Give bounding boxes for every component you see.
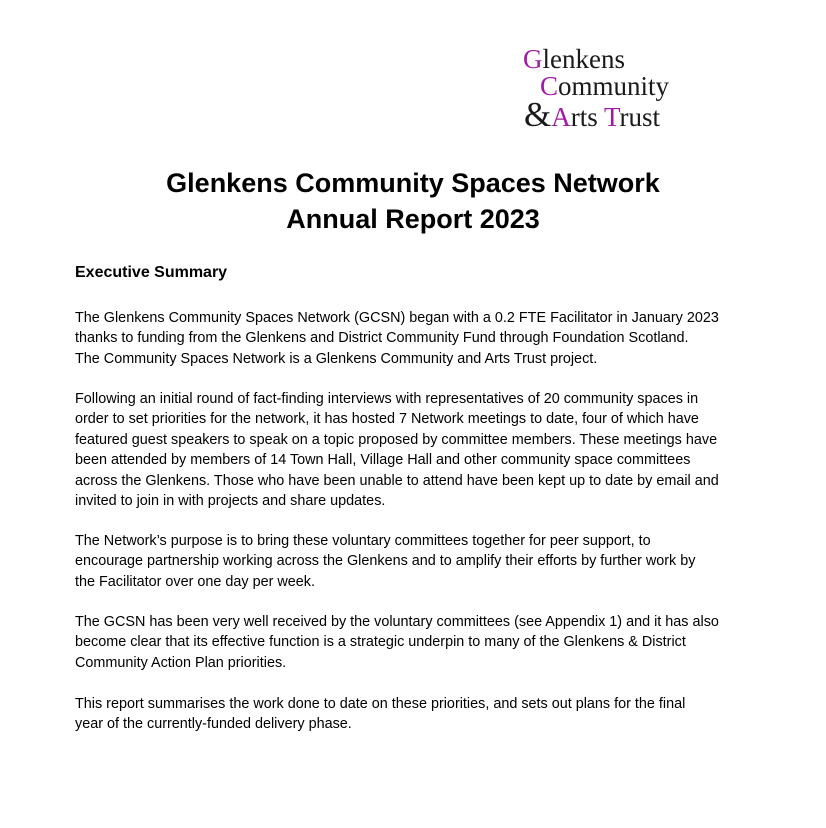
logo-text-community: ommunity xyxy=(558,71,670,101)
report-title xyxy=(0,165,826,237)
logo-text-glenkens: lenkens xyxy=(542,44,625,74)
text-line: invited to join in with projects and share updates. xyxy=(75,493,386,510)
logo-initial-a: A xyxy=(551,102,571,132)
paragraph-purpose xyxy=(75,531,765,592)
paragraph-intro xyxy=(75,308,765,369)
paragraph-meetings xyxy=(75,389,765,511)
text-line: thanks to funding from the Glenkens and District Community Fund through Foundation Scotland. xyxy=(75,330,689,347)
text-line: year of the currently-funded delivery phase. xyxy=(75,716,352,733)
logo-initial-c: C xyxy=(540,71,559,101)
text-line: become clear that its effective function is a strategic underpin to many of the Glenkens & District xyxy=(75,634,686,651)
logo-ampersand: & xyxy=(524,95,552,134)
text-line: the Facilitator over one day per week. xyxy=(75,573,315,590)
text-line: Community Action Plan priorities. xyxy=(75,654,287,671)
logo-line-arts-trust xyxy=(524,95,661,134)
section-heading: Executive Summary xyxy=(75,264,228,281)
text-line: The Network’s purpose is to bring these voluntary committees together for peer support, to xyxy=(75,533,651,549)
text-line: order to set priorities for the network, it has hosted 7 Network meetings to date, four of which have xyxy=(75,411,699,428)
paragraph-reception xyxy=(75,612,765,673)
text-line: The Glenkens Community Spaces Network (GCSN) began with a 0.2 FTE Facilitator in January 2023 xyxy=(75,310,719,326)
paragraph-summary xyxy=(75,694,765,735)
text-line: been attended by members of 14 Town Hall, Village Hall and other community space committees xyxy=(75,452,691,469)
text-line: featured guest speakers to speak on a topic proposed by committee members. These meetings have xyxy=(75,431,718,448)
report-title-line-2: Annual Report 2023 xyxy=(286,204,540,234)
text-line: across the Glenkens. Those who have been unable to attend have been kept up to date by email and xyxy=(75,472,719,489)
trust-logo xyxy=(523,46,763,136)
logo-line-community xyxy=(540,73,669,100)
text-line: The Community Spaces Network is a Glenkens Community and Arts Trust project. xyxy=(75,350,598,367)
logo-text-arts: rts xyxy=(570,102,604,132)
text-line: Following an initial round of fact-finding interviews with representatives of 20 community spaces in xyxy=(75,391,699,407)
logo-line-glenkens xyxy=(523,46,625,73)
logo-text-trust: rust xyxy=(619,102,661,132)
text-line: This report summarises the work done to date on these priorities, and sets out plans for the final xyxy=(75,696,686,712)
text-line: The GCSN has been very well received by the voluntary committees (see Appendix 1) and it has also xyxy=(75,614,719,630)
text-line: encourage partnership working across the Glenkens and to amplify their efforts by further work by xyxy=(75,553,696,570)
report-title-line-1: Glenkens Community Spaces Network xyxy=(166,168,660,198)
logo-initial-t: T xyxy=(604,102,620,132)
logo-initial-g: G xyxy=(523,44,543,74)
